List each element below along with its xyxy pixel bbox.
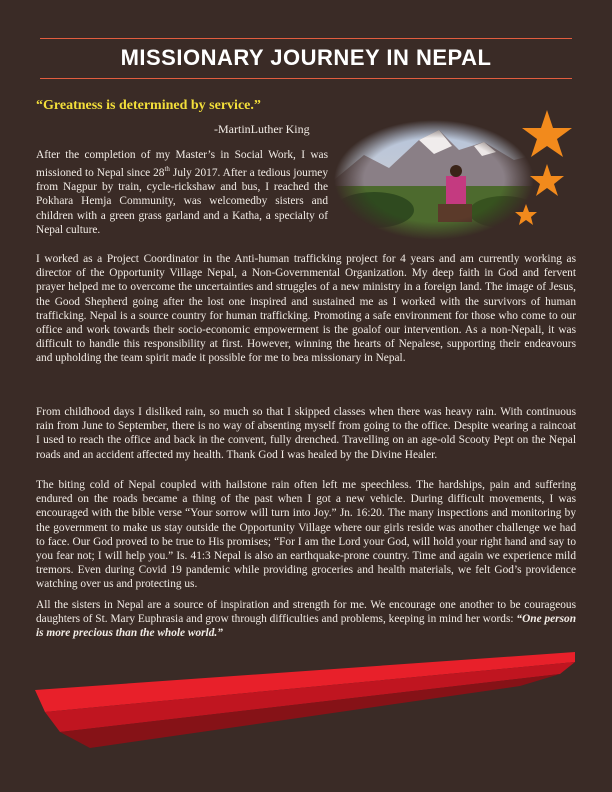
star-icon [530, 164, 564, 196]
paragraph-arrival-text-cont: July 2017. After a tedious journey from Nagpur by train, cycle-rickshaw and bus, I reached the Pokhara Hemja Community, was welcomedby sisters and children with a green grass garland and a Katha, a specialty of Nepal culture. [36, 166, 328, 236]
title-rule-top [40, 38, 572, 39]
decorative-ribbon [0, 640, 612, 760]
page-title: MISSIONARY JOURNEY IN NEPAL [120, 45, 492, 70]
star-icon [522, 110, 572, 157]
paragraph-arrival [36, 148, 328, 237]
paragraph-hardships: The biting cold of Nepal coupled with hailstone rain often left me speechless. The hardships, pain and suffering endured on the roads became a thing of the past when I got a new vehicle. During difficult movements, I was encouraged with the bible verse “Your sorrow will turn into Joy.” Jn. 16:20. The many inspections and monitoring by the government to make us stay outside the Opportunity Village where our girls reside was another challenge we had to face. Our God proved to be true to His promises; “For I am the Lord your God, will hold your right hand and say to you fear not; I will help you.” Is. 41:3 Nepal is also an earthquake-prone country. Time and again we experience mild tremors. Even during Covid 19 pandemic while providing groceries and health materials, we felt God’s providence watching over us and protecting us. [36, 479, 576, 591]
paragraph-rain: From childhood days I disliked rain, so much so that I skipped classes when there was heavy rain. With continuous rain from June to September, there is no way of absenting myself from going to the office. Despite wearing a raincoat I used to reach the office and back in the convent, fully drenched. Travelling on an age-old Scooty Pept on the Nepal roads and an accident affected my health. Thank God I was healed by the Divine Healer. [36, 406, 576, 461]
paragraph-sisters-text: All the sisters in Nepal are a source of inspiration and strength for me. We encourage one another to be courageous daughters of St. Mary Euphrasia and grow through difficulties and problems, keeping in mind her words: [36, 599, 576, 626]
nepal-mountain-photo [334, 120, 534, 240]
title-rule-bottom [40, 78, 572, 79]
closing-quote: “One person is more precious than the whole world.” [36, 613, 576, 640]
epigraph-quote: “Greatness is determined by service.” [36, 98, 261, 113]
star-icon [515, 204, 537, 225]
epigraph-author: -MartinLuther King [214, 122, 310, 136]
decorative-stars [510, 108, 580, 228]
paragraph-arrival-text: After the completion of my Master’s in Social Work, I was missioned to Nepal since 28 [36, 149, 328, 179]
paragraph-sisters [36, 598, 576, 641]
paragraph-work: I worked as a Project Coordinator in the Anti-human trafficking project for 4 years and am currently working as director of the Opportunity Village Nepal, a Non-Governmental Organization. My deep faith in God and fervent prayer helped me to overcome the uncertainties and struggles of a new ministry in a foreign land. The image of Jesus, the Good Shepherd going after the lost one inspired and sustained me as I worked with the survivors of human trafficking. Nepal is a source country for human trafficking. Promoting a safe environment for those who come to our office and work towards their socio-economic empowerment is the goalof our intervention. As a non-Nepali, it was difficult to handle this responsibility at first. However, winning the hearts of Nepalese, supporting their endeavours and upholding the team spirit made it possible for me to bea missionary in Nepal. [36, 253, 576, 365]
date-superscript: th [164, 165, 170, 174]
